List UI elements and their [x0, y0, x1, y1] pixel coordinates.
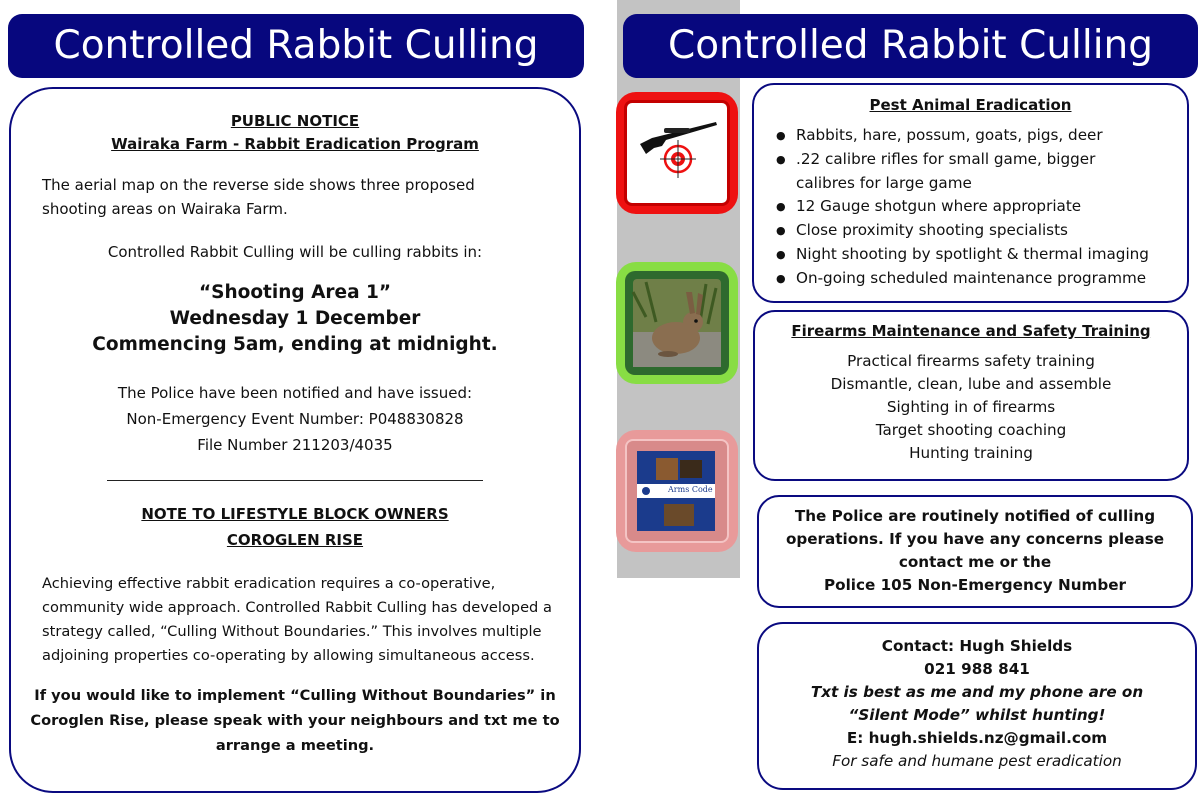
contact-name: Contact: Hugh Shields [881, 637, 1073, 655]
cooperation-body-text: Achieving effective rabbit eradication requires a co-operative, community wide approach. Controlled Rabbit Culling has developed a strategy called, “Culling Without Boundaries.” This involves multiple adjoining properties co-operating by allowing simultaneous access. [42, 575, 552, 664]
shooting-date: Wednesday 1 December [169, 308, 421, 329]
notice-heading: PUBLIC NOTICE [230, 112, 360, 130]
left-banner-title: Controlled Rabbit Culling [8, 14, 584, 78]
note-heading-coroglen: COROGLEN RISE [226, 531, 364, 549]
list-item: Practical firearms safety training [847, 352, 1095, 370]
shooting-area: “Shooting Area 1” [198, 282, 392, 303]
list-item: ● Night shooting by spotlight & thermal imaging [776, 243, 1167, 267]
culling-line: Controlled Rabbit Culling will be culling rabbits in: [107, 243, 483, 261]
rifle-target-icon [616, 92, 738, 214]
list-item: Target shooting coaching [875, 421, 1067, 439]
list-item: ● 12 Gauge shotgun where appropriate [776, 195, 1167, 219]
contact-phone: 021 988 841 [924, 660, 1030, 678]
contact-panel [757, 622, 1197, 790]
police-notification-panel [757, 495, 1193, 608]
pest-services-list [776, 124, 1167, 291]
intro-text: The aerial map on the reverse side shows three proposed shooting areas on Wairaka Farm. [42, 176, 475, 218]
police-line: The Police are routinely notified of culling [794, 507, 1156, 525]
section-divider [107, 480, 483, 481]
shooting-time: Commencing 5am, ending at midnight. [92, 334, 498, 355]
contact-note: “Silent Mode” whilst hunting! [848, 706, 1106, 724]
list-item: Sighting in of firearms [886, 398, 1056, 416]
notice-subheading: Wairaka Farm - Rabbit Eradication Program [111, 135, 479, 153]
list-item: ● Close proximity shooting specialists [776, 219, 1167, 243]
training-list [755, 350, 1187, 465]
right-banner-title: Controlled Rabbit Culling [623, 14, 1198, 78]
rabbit-photo-tile [616, 262, 738, 384]
arms-code-tile [616, 430, 738, 552]
list-item: Hunting training [909, 444, 1033, 462]
rifle-target-icon-tile [616, 92, 738, 214]
list-item: Dismantle, clean, lube and assemble [830, 375, 1112, 393]
pest-title: Pest Animal Eradication [869, 96, 1072, 114]
firearms-training-panel [753, 310, 1189, 481]
list-item: ● Rabbits, hare, possum, goats, pigs, deer [776, 124, 1167, 148]
contact-email: E: hugh.shields.nz@gmail.com [846, 729, 1108, 747]
arms-code-label: Arms Code [668, 485, 713, 494]
contact-note: Txt is best as me and my phone are on [810, 683, 1144, 701]
call-to-action-text: If you would like to implement “Culling Without Boundaries” in Coroglen Rise, please speak with your neighbours and txt me to arrange a meeting. [30, 687, 560, 754]
public-notice-panel [9, 87, 581, 793]
list-item: ● .22 calibre rifles for small game, bigger calibres for large game [776, 148, 1146, 196]
contact-tagline: For safe and humane pest eradication [832, 752, 1122, 770]
police-line: contact me or the [898, 553, 1052, 571]
note-heading-lifestyle: NOTE TO LIFESTYLE BLOCK OWNERS [141, 505, 449, 523]
police-event-info: The Police have been notified and have issued: Non-Emergency Event Number: P048830828 File Number 211203/4035 [117, 384, 473, 454]
police-line: operations. If you have any concerns please [785, 530, 1165, 548]
rabbit-photo [616, 262, 738, 384]
training-title: Firearms Maintenance and Safety Training [791, 322, 1151, 340]
pest-eradication-panel [752, 83, 1189, 303]
list-item: ● On-going scheduled maintenance programme [776, 267, 1167, 291]
police-line: Police 105 Non-Emergency Number [824, 576, 1126, 594]
